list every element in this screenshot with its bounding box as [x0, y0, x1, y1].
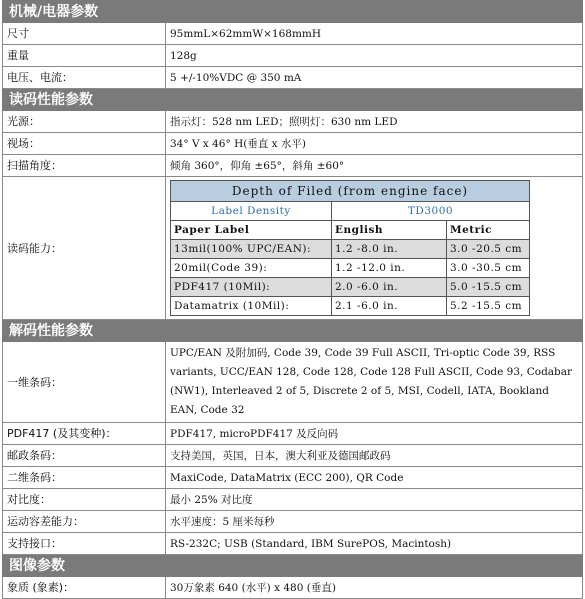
spec-value: 5 +/-10%VDC @ 350 mA — [166, 67, 583, 89]
spec-value: 128g — [166, 45, 583, 67]
spec-label: 尺寸 — [3, 23, 166, 45]
spec-value: 95mmL×62mmW×168mmH — [166, 23, 583, 45]
dof-row — [171, 240, 530, 259]
spec-row-resolution — [3, 577, 583, 599]
dof-paper: 13mil(100% UPC/EAN): — [171, 240, 332, 259]
spec-row-light — [3, 111, 583, 133]
spec-label: 重量 — [3, 45, 166, 67]
spec-label: 邮政条码： — [3, 445, 166, 467]
spec-value: 最小 25% 对比度 — [166, 489, 583, 511]
spec-sheet — [2, 0, 583, 599]
dof-col-metric: Metric — [447, 221, 530, 240]
dof-row — [171, 278, 530, 297]
spec-label: 支持接口： — [3, 533, 166, 555]
dof-col-paper: Paper Label — [171, 221, 332, 240]
dof-english: 2.0 -6.0 in. — [332, 278, 447, 297]
spec-row-2d — [3, 467, 583, 489]
spec-row-contrast — [3, 489, 583, 511]
spec-row-angle — [3, 155, 583, 177]
section-header-read — [3, 89, 583, 111]
section-header-decode — [3, 320, 583, 342]
dof-english: 1.2 -8.0 in. — [332, 240, 447, 259]
spec-value: 指示灯：528 nm LED；照明灯：630 nm LED — [166, 111, 583, 133]
dof-metric: 5.0 -15.5 cm — [447, 278, 530, 297]
dof-row — [171, 297, 530, 316]
spec-value: 34° V x 46° H(垂直 x 水平) — [166, 133, 583, 155]
dof-model: TD3000 — [332, 202, 530, 221]
dof-metric: 5.2 -15.5 cm — [447, 297, 530, 316]
spec-value: PDF417, microPDF417 及反向码 — [166, 423, 583, 445]
dof-paper: Datamatrix (10Mil): — [171, 297, 332, 316]
depth-of-field-table — [170, 180, 530, 316]
spec-row-fov — [3, 133, 583, 155]
spec-label: PDF417 (及其变种)： — [3, 423, 166, 445]
dof-metric: 3.0 -20.5 cm — [447, 240, 530, 259]
spec-value: MaxiCode, DataMatrix (ECC 200), QR Code — [166, 467, 583, 489]
spec-label: 对比度： — [3, 489, 166, 511]
dof-paper: 20mil(Code 39): — [171, 259, 332, 278]
section-header-image — [3, 555, 583, 577]
spec-label: 象质 (象素)： — [3, 577, 166, 599]
spec-value: 倾角 360°，仰角 ±65°，斜角 ±60° — [166, 155, 583, 177]
spec-label: 扫描角度： — [3, 155, 166, 177]
section-title-mech: 机械/电器参数 — [3, 1, 583, 23]
spec-row-pdf417 — [3, 423, 583, 445]
spec-label: 二维条码： — [3, 467, 166, 489]
spec-row-weight — [3, 45, 583, 67]
spec-value: RS-232C; USB (Standard, IBM SurePOS, Macintosh) — [166, 533, 583, 555]
spec-row-1d — [3, 342, 583, 423]
spec-value: 30万象素 640 (水平) x 480 (垂直) — [166, 577, 583, 599]
spec-label: 读码能力： — [3, 177, 166, 320]
spec-row-motion — [3, 511, 583, 533]
section-title-read: 读码性能参数 — [3, 89, 583, 111]
spec-row-read-capability — [3, 177, 583, 320]
spec-value: 水平速度：5 厘米每秒 — [166, 511, 583, 533]
spec-label: 运动容差能力： — [3, 511, 166, 533]
spec-value: 支持美国，英国，日本，澳大利亚及德国邮政码 — [166, 445, 583, 467]
dof-row — [171, 259, 530, 278]
dof-paper: PDF417 (10Mil): — [171, 278, 332, 297]
dof-title: Depth of Filed (from engine face) — [171, 181, 530, 202]
section-header-mech — [3, 1, 583, 23]
spec-row-postal — [3, 445, 583, 467]
spec-label: 电压、电流： — [3, 67, 166, 89]
spec-row-size — [3, 23, 583, 45]
spec-label: 光源： — [3, 111, 166, 133]
dof-english: 2.1 -6.0 in. — [332, 297, 447, 316]
dof-english: 1.2 -12.0 in. — [332, 259, 447, 278]
dof-density-label: Label Density — [171, 202, 332, 221]
spec-row-interface — [3, 533, 583, 555]
spec-value: UPC/EAN 及附加码, Code 39, Code 39 Full ASCII, Tri-optic Code 39, RSS variants, UCC/EAN 128, Code 128, Code 128 Full ASCII, Code 93, Codabar (NW1), Interleaved 2 of 5, Discrete 2 of 5, MSI, Codell, IATA, Bookland EAN, Code 32 — [166, 342, 583, 423]
dof-metric: 3.0 -30.5 cm — [447, 259, 530, 278]
spec-row-power — [3, 67, 583, 89]
dof-cell — [166, 177, 583, 320]
section-title-decode: 解码性能参数 — [3, 320, 583, 342]
section-title-image: 图像参数 — [3, 555, 583, 577]
spec-label: 一维条码： — [3, 342, 166, 423]
spec-label: 视场： — [3, 133, 166, 155]
dof-col-english: English — [332, 221, 447, 240]
